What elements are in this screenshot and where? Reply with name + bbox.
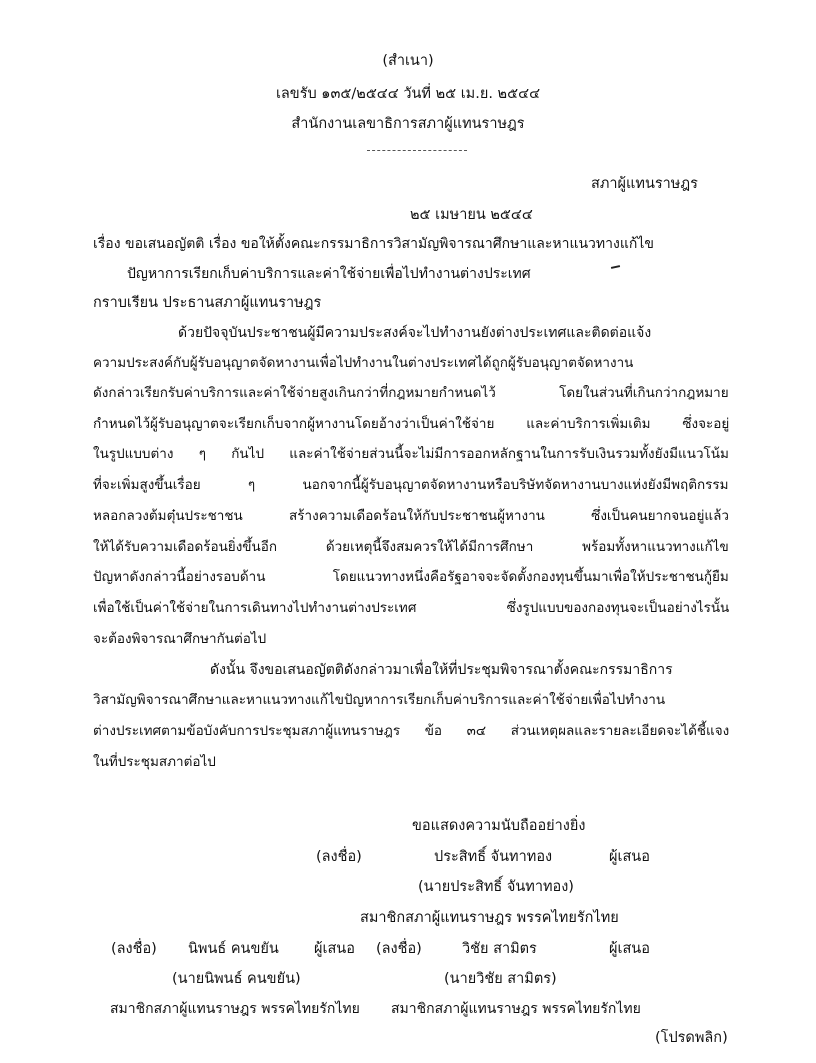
left-proposer-label: ผู้เสนอ (314, 941, 355, 957)
main-signer-position: สมาชิกสภาผู้แทนราษฎร พรรคไทยรักไทย (360, 910, 619, 926)
conclusion-line-1: ดังนั้น จึงขอเสนอญัตติดังกล่าวมาเพื่อให้ที่ประชุมพิจารณาตั้งคณะกรรมาธิการ (210, 662, 673, 678)
left-signer-full-name: (นายนิพนธ์ คนขยัน) (172, 971, 301, 987)
right-sign-label: (ลงชื่อ) (376, 941, 422, 957)
left-signer-name: นิพนธ์ คนขยัน (188, 941, 279, 957)
conclusion-line-3: ต่างประเทศตามข้อบังคับการประชุมสภาผู้แทนราษฎร ข้อ ๓๔ ส่วนเหตุผลและรายละเอียดจะได้ชี้แจง (93, 723, 730, 739)
subject-line-2: ปัญหาการเรียกเก็บค่าบริการและค่าใช้จ่ายเพื่อไปทำงานต่างประเทศ (127, 266, 531, 282)
conclusion-line-2: วิสามัญพิจารณาศึกษาและหาแนวทางแก้ไขปัญหาการเรียกเก็บค่าบริการและค่าใช้จ่ายเพื่อไปทำงาน (93, 692, 666, 708)
right-proposer-label: ผู้เสนอ (609, 941, 650, 957)
addressee-org: สภาผู้แทนราษฎร (591, 176, 698, 192)
body-line-7: หลอกลวงต้มตุ๋นประชาชน สร้างความเดือดร้อนให้กับประชาชนผู้หางาน ซึ่งเป็นคนยากจนอยู่แล้ว (93, 508, 729, 524)
left-signer-position: สมาชิกสภาผู้แทนราษฎร พรรคไทยรักไทย (110, 1001, 360, 1017)
subject-line-1: เรื่อง ขอเสนอญัตติ เรื่อง ขอให้ตั้งคณะกรรมาธิการวิสามัญพิจารณาศึกษาและหาแนวทางแก้ไข (93, 236, 654, 252)
page-turn-note: (โปรดพลิก) (655, 1030, 728, 1046)
right-signer-full-name: (นายวิชัย สามิตร) (444, 971, 557, 987)
main-sign-label: (ลงชื่อ) (316, 849, 362, 865)
closing: ขอแสดงความนับถืออย่างยิ่ง (412, 818, 586, 834)
body-line-10: เพื่อใช้เป็นค่าใช้จ่ายในการเดินทางไปทำงานต่างประเทศ ซึ่งรูปแบบของกองทุนจะเป็นอย่างไรนั้น (93, 600, 730, 616)
body-line-6: ที่จะเพิ่มสูงขึ้นเรื่อย ๆ นอกจากนี้ผู้รับอนุญาตจัดหางานหรือบริษัทจัดหางานบางแห่งยังมีพฤติกรรม (93, 477, 729, 493)
right-signer-name: วิชัย สามิตร (462, 941, 537, 957)
body-line-4: กำหนดไว้ผู้รับอนุญาตจะเรียกเก็บจากผู้หางานโดยอ้างว่าเป็นค่าใช้จ่าย และค่าบริการเพิ่มเติม ซึ่งจะอยู่ (93, 416, 730, 432)
main-signer-full-name: (นายประสิทธิ์ จันทาทอง) (418, 879, 574, 895)
body-line-11: จะต้องพิจารณาศึกษากันต่อไป (93, 631, 267, 647)
body-line-3: ดังกล่าวเรียกรับค่าบริการและค่าใช้จ่ายสูงเกินกว่าที่กฎหมายกำหนดไว้ โดยในส่วนที่เกินกว่ากฎหมาย (93, 385, 729, 401)
header-divider (367, 150, 467, 151)
right-signer-position: สมาชิกสภาผู้แทนราษฎร พรรคไทยรักไทย (391, 1001, 641, 1017)
main-signer-name: ประสิทธิ์ จันทาทอง (434, 849, 553, 865)
office-name: สำนักงานเลขาธิการสภาผู้แทนราษฎร (291, 116, 525, 132)
body-line-1: ด้วยปัจจุบันประชาชนผู้มีความประสงค์จะไปทำงานยังต่างประเทศและติดต่อแจ้ง (178, 325, 652, 341)
receipt-line: เลขรับ ๑๓๕/๒๕๔๔ วันที่ ๒๕ เม.ย. ๒๕๔๔ (275, 86, 541, 102)
body-line-8: ให้ได้รับความเดือดร้อนยิ่งขึ้นอีก ด้วยเหตุนี้จึงสมควรให้ได้มีการศึกษา พร้อมทั้งหาแนวทางแก้ไข (93, 539, 729, 555)
body-line-2: ความประสงค์กับผู้รับอนุญาตจัดหางานเพื่อไปทำงานในต่างประเทศได้ถูกผู้รับอนุญาตจัดหางาน (93, 355, 634, 371)
left-sign-label: (ลงชื่อ) (111, 941, 157, 957)
body-line-5: ในรูปแบบต่าง ๆ กันไป และค่าใช้จ่ายส่วนนี้จะไม่มีการออกหลักฐานในการรับเงินรวมทั้งยังมีแนวโน้ม (93, 446, 729, 462)
main-proposer-label: ผู้เสนอ (609, 849, 650, 865)
conclusion-line-4: ในที่ประชุมสภาต่อไป (93, 754, 216, 770)
salutation: กราบเรียน ประธานสภาผู้แทนราษฎร (93, 295, 322, 311)
document-date: ๒๕ เมษายน ๒๕๔๔ (410, 207, 533, 223)
copy-label: (สำเนา) (382, 53, 434, 69)
body-line-9: ปัญหาดังกล่าวนี้อย่างรอบด้าน โดยแนวทางหนึ่งคือรัฐอาจจะจัดตั้งกองทุนขึ้นมาเพื่อให้ประชาชนกู้ยืม (93, 569, 729, 585)
scan-mark (611, 265, 620, 269)
